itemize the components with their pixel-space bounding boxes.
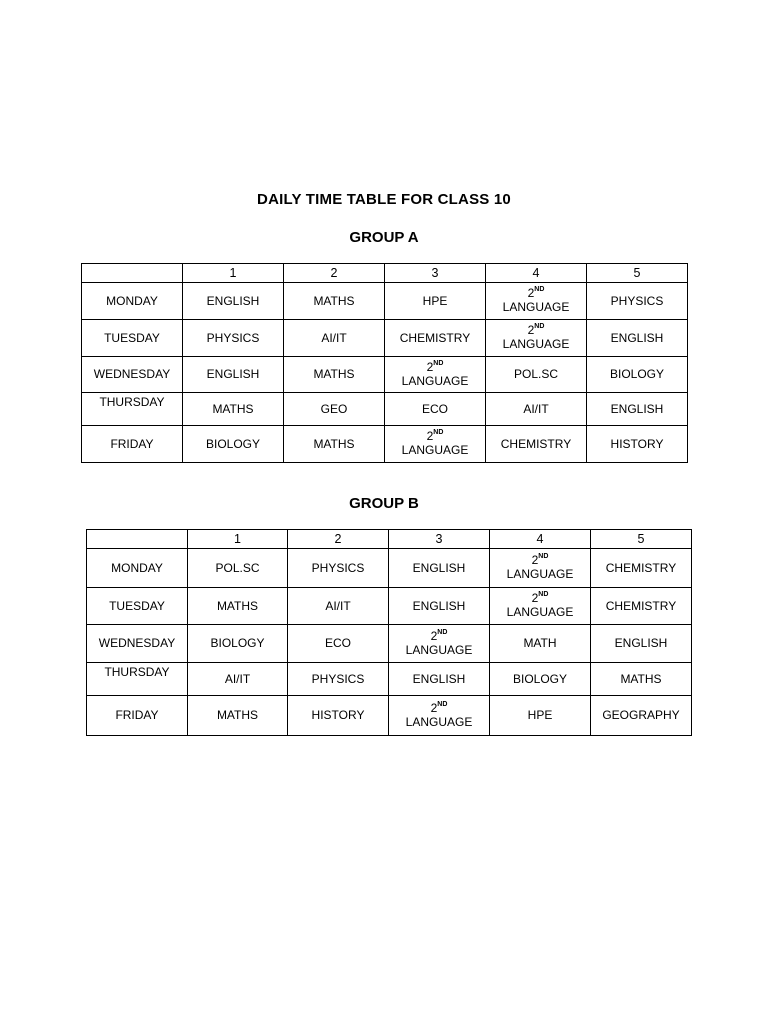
period-header: 4 bbox=[490, 530, 591, 549]
subject-cell bbox=[490, 549, 591, 588]
subject-cell: CHEMISTRY bbox=[591, 588, 692, 625]
day-cell: WEDNESDAY bbox=[82, 357, 183, 393]
period-header: 3 bbox=[389, 530, 490, 549]
language-word: LANGUAGE bbox=[502, 337, 570, 351]
table-row bbox=[87, 663, 692, 696]
day-cell: FRIDAY bbox=[82, 426, 183, 463]
period-header: 4 bbox=[486, 264, 587, 283]
subject-cell: PHYSICS bbox=[587, 283, 688, 320]
table-row bbox=[82, 320, 688, 357]
language-number: 2ND bbox=[430, 700, 448, 715]
language-word: LANGUAGE bbox=[506, 605, 574, 619]
ordinal-suffix: ND bbox=[538, 553, 549, 560]
subject-cell bbox=[486, 283, 587, 320]
table-row bbox=[82, 393, 688, 426]
subject-cell bbox=[486, 320, 587, 357]
header-row bbox=[82, 264, 688, 283]
language-number: 2ND bbox=[426, 359, 444, 374]
day-cell: THURSDAY bbox=[87, 663, 188, 696]
subject-cell: ENGLISH bbox=[587, 320, 688, 357]
period-header: 1 bbox=[183, 264, 284, 283]
header-row bbox=[87, 530, 692, 549]
subject-cell: MATHS bbox=[591, 663, 692, 696]
subject-cell: MATHS bbox=[188, 696, 288, 736]
language-word: LANGUAGE bbox=[502, 300, 570, 314]
subject-cell: ENGLISH bbox=[389, 663, 490, 696]
day-cell: TUESDAY bbox=[87, 588, 188, 625]
language-number: 2ND bbox=[531, 553, 549, 567]
day-cell: FRIDAY bbox=[87, 696, 188, 736]
subject-cell: AI/IT bbox=[486, 393, 587, 426]
ordinal-suffix: ND bbox=[538, 591, 549, 598]
group-a-table bbox=[81, 263, 688, 463]
subject-cell: HISTORY bbox=[587, 426, 688, 463]
period-header: 3 bbox=[385, 264, 486, 283]
group-a-title: GROUP A bbox=[349, 229, 419, 246]
ordinal-suffix: ND bbox=[534, 286, 545, 293]
group-b-table bbox=[86, 529, 692, 736]
subject-cell: HPE bbox=[385, 283, 486, 320]
ordinal-suffix: ND bbox=[437, 628, 448, 636]
subject-cell: PHYSICS bbox=[288, 663, 389, 696]
day-cell: WEDNESDAY bbox=[87, 625, 188, 663]
language-word: LANGUAGE bbox=[401, 373, 469, 388]
period-header: 5 bbox=[587, 264, 688, 283]
subject-cell bbox=[385, 426, 486, 463]
subject-cell: HISTORY bbox=[288, 696, 389, 736]
ordinal-suffix: ND bbox=[433, 429, 444, 436]
period-header: 2 bbox=[288, 530, 389, 549]
day-cell: THURSDAY bbox=[82, 393, 183, 426]
table-row bbox=[82, 283, 688, 320]
subject-cell: GEOGRAPHY bbox=[591, 696, 692, 736]
subject-cell: HPE bbox=[490, 696, 591, 736]
day-cell: TUESDAY bbox=[82, 320, 183, 357]
subject-cell: CHEMISTRY bbox=[385, 320, 486, 357]
ordinal-suffix: ND bbox=[437, 700, 448, 708]
subject-cell: GEO bbox=[284, 393, 385, 426]
period-header: 2 bbox=[284, 264, 385, 283]
subject-cell: BIOLOGY bbox=[490, 663, 591, 696]
language-number: 2ND bbox=[527, 323, 545, 337]
table-row bbox=[82, 357, 688, 393]
corner-cell bbox=[82, 264, 183, 283]
group-b-title: GROUP B bbox=[349, 495, 419, 512]
period-header: 5 bbox=[591, 530, 692, 549]
subject-cell bbox=[389, 625, 490, 663]
subject-cell: POL.SC bbox=[188, 549, 288, 588]
subject-cell: AI/IT bbox=[188, 663, 288, 696]
subject-cell: MATHS bbox=[284, 426, 385, 463]
language-word: LANGUAGE bbox=[405, 714, 473, 729]
subject-cell: MATHS bbox=[284, 283, 385, 320]
language-number: 2ND bbox=[426, 429, 444, 443]
subject-cell: ENGLISH bbox=[389, 588, 490, 625]
subject-cell: PHYSICS bbox=[288, 549, 389, 588]
subject-cell: MATH bbox=[490, 625, 591, 663]
subject-cell: ENGLISH bbox=[183, 357, 284, 393]
subject-cell: BIOLOGY bbox=[587, 357, 688, 393]
subject-cell: ENGLISH bbox=[389, 549, 490, 588]
table-row bbox=[87, 696, 692, 736]
subject-cell: POL.SC bbox=[486, 357, 587, 393]
subject-cell bbox=[385, 357, 486, 393]
language-word: LANGUAGE bbox=[405, 642, 473, 657]
subject-cell: BIOLOGY bbox=[188, 625, 288, 663]
table-row bbox=[87, 588, 692, 625]
subject-cell: ENGLISH bbox=[183, 283, 284, 320]
language-number: 2ND bbox=[527, 286, 545, 300]
subject-cell bbox=[389, 696, 490, 736]
table-row bbox=[87, 549, 692, 588]
subject-cell: AI/IT bbox=[284, 320, 385, 357]
page-title: DAILY TIME TABLE FOR CLASS 10 bbox=[257, 191, 511, 208]
subject-cell: CHEMISTRY bbox=[486, 426, 587, 463]
subject-cell: AI/IT bbox=[288, 588, 389, 625]
subject-cell: MATHS bbox=[188, 588, 288, 625]
subject-cell: MATHS bbox=[183, 393, 284, 426]
language-number: 2ND bbox=[430, 628, 448, 643]
language-number: 2ND bbox=[531, 591, 549, 605]
corner-cell bbox=[87, 530, 188, 549]
language-word: LANGUAGE bbox=[401, 443, 469, 457]
subject-cell: MATHS bbox=[284, 357, 385, 393]
subject-cell: ENGLISH bbox=[587, 393, 688, 426]
table-row bbox=[87, 625, 692, 663]
language-word: LANGUAGE bbox=[506, 567, 574, 581]
period-header: 1 bbox=[188, 530, 288, 549]
subject-cell: ECO bbox=[385, 393, 486, 426]
subject-cell: ECO bbox=[288, 625, 389, 663]
subject-cell bbox=[490, 588, 591, 625]
ordinal-suffix: ND bbox=[534, 323, 545, 330]
subject-cell: BIOLOGY bbox=[183, 426, 284, 463]
subject-cell: ENGLISH bbox=[591, 625, 692, 663]
ordinal-suffix: ND bbox=[433, 359, 444, 367]
subject-cell: PHYSICS bbox=[183, 320, 284, 357]
day-cell: MONDAY bbox=[82, 283, 183, 320]
day-cell: MONDAY bbox=[87, 549, 188, 588]
subject-cell: CHEMISTRY bbox=[591, 549, 692, 588]
table-row bbox=[82, 426, 688, 463]
